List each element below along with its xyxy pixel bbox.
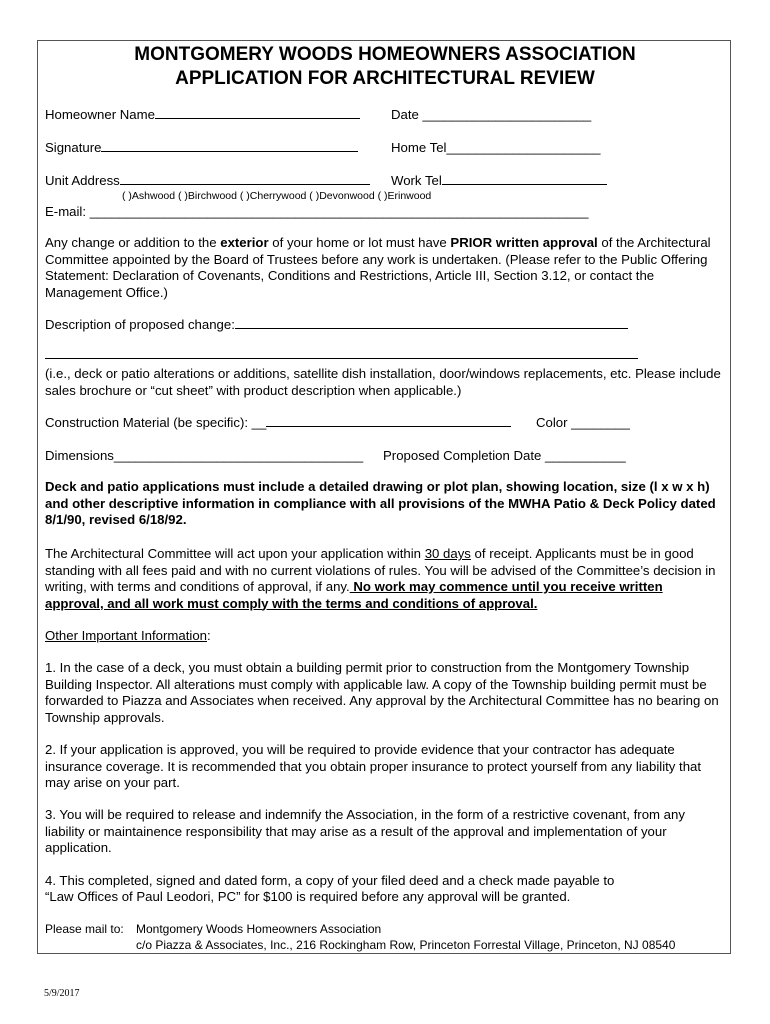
- construction-material-label: Construction Material (be specific): __: [45, 415, 267, 430]
- unit-options[interactable]: ( )Ashwood ( )Birchwood ( )Cherrywood ( )Devonwood ( )Erinwood: [122, 190, 432, 202]
- unit-address-label: Unit Address: [45, 173, 120, 188]
- info-item-4-line-2: “Law Offices of Paul Leodori, PC” for $100 is required before any approval will be granted.: [45, 889, 571, 904]
- other-info-heading: Other Important Information:: [45, 628, 211, 643]
- info-item-4-line-1: 4. This completed, signed and dated form, a copy of your filed deed and a check made payable to: [45, 873, 615, 888]
- description-field[interactable]: [45, 317, 628, 334]
- mail-address-line-1: Montgomery Woods Homeowners Association: [136, 922, 382, 936]
- construction-material-field[interactable]: [45, 415, 511, 432]
- date-field[interactable]: Date _______________________: [391, 107, 592, 122]
- revision-date: 5/9/2017: [44, 988, 80, 999]
- mail-address-line-2: c/o Piazza & Associates, Inc., 216 Rockingham Row, Princeton Forrestal Village, Princeton, NJ 08540: [136, 938, 676, 952]
- mail-label: Please mail to:: [45, 922, 124, 936]
- description-label: Description of proposed change:: [45, 317, 235, 332]
- email-field[interactable]: E-mail: ____________________________________________________________________: [45, 204, 589, 219]
- signature-label: Signature: [45, 140, 102, 155]
- form-subtitle: APPLICATION FOR ARCHITECTURAL REVIEW: [175, 68, 595, 89]
- deck-patio-notice: Deck and patio applications must include a detailed drawing or plot plan, showing location, size (l x w x h) and other descriptive information in compliance with all provisions of the MWHA Patio & Deck Policy dated 8/1/90, revised 6/18/92.: [45, 479, 716, 527]
- dimensions-field[interactable]: Dimensions__________________________________: [45, 448, 364, 463]
- work-tel-label: Work Tel: [391, 173, 442, 188]
- home-tel-field[interactable]: Home Tel_____________________: [391, 140, 601, 155]
- intro-paragraph: Any change or addition to the exterior of your home or lot must have PRIOR written approval of the Architectural Committee appointed by the Board of Trustees before any work is undertaken. (Please refer to the Public Offering Statement: Declaration of Covenants, Conditions and Restrictions, Article III, Section 3.12, or contact the Management Office.): [45, 235, 711, 300]
- info-item-3: 3. You will be required to release and indemnify the Association, in the form of a restrictive covenant, from any liability or maintainence responsibility that may arise as a result of the approval and implementation of your application.: [45, 807, 685, 855]
- color-field[interactable]: Color ________: [536, 415, 630, 430]
- form-title: MONTGOMERY WOODS HOMEOWNERS ASSOCIATION: [134, 44, 636, 65]
- description-note: (i.e., deck or patio alterations or additions, satellite dish installation, door/windows replacements, etc. Please include sales brochure or “cut sheet” with product description when applicable.): [45, 366, 721, 398]
- homeowner-name-label: Homeowner Name: [45, 107, 155, 122]
- homeowner-name-field[interactable]: [45, 107, 360, 124]
- completion-date-field[interactable]: Proposed Completion Date ___________: [383, 448, 626, 463]
- info-item-2: 2. If your application is approved, you will be required to provide evidence that your contractor has adequate insurance coverage. It is recommended that you obtain proper insurance to protect yourself from any liability that may arise on your part.: [45, 742, 702, 790]
- info-item-1: 1. In the case of a deck, you must obtain a building permit prior to construction from the Montgomery Township Building Inspector. All alterations must comply with applicable law. A copy of the Township building permit must be forwarded to Piazza and Associates when received. Any approval by the Architectural Committee has no bearing on Township approvals.: [45, 660, 719, 725]
- signature-field[interactable]: [45, 140, 358, 157]
- committee-paragraph: The Architectural Committee will act upon your application within 30 days of receipt. Applicants must be in good standing with all fees paid and with no current violations of rules. You will be advised of the Committee’s decision in writing, with terms and conditions of approval, if any. No work may commence until you receive written approval, and all work must comply with the terms and conditions of approval.: [45, 546, 716, 611]
- description-line-2[interactable]: [45, 358, 638, 359]
